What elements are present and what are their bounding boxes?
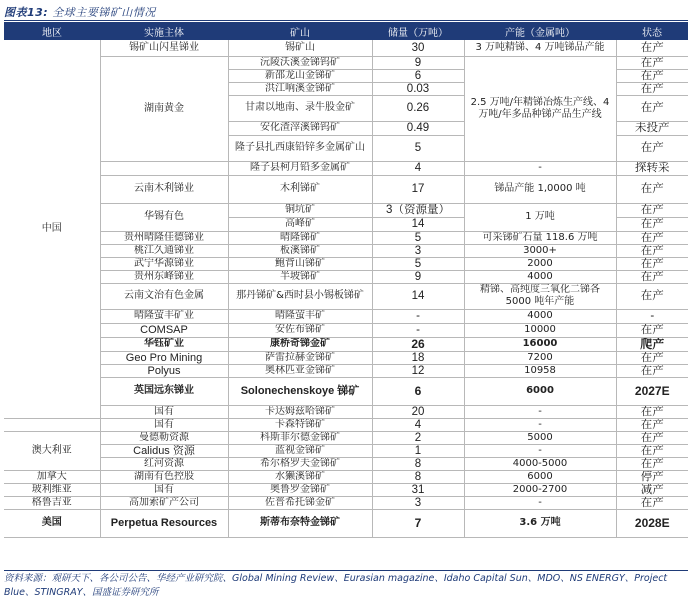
cell-region: 格鲁吉亚 — [4, 496, 100, 509]
cell-capacity: 3 万吨精锑、4 万吨锑品产能 — [464, 40, 616, 56]
cell-mine: 半坡锑矿 — [228, 270, 372, 283]
cell-operator: 云南文治有色金属 — [100, 283, 228, 309]
cell-capacity: - — [464, 444, 616, 457]
cell-reserves: 2 — [372, 431, 464, 444]
cell-status: 在产 — [616, 496, 688, 509]
cell-operator: 国有 — [100, 483, 228, 496]
table-row — [4, 309, 688, 323]
cell-reserves: 6 — [372, 69, 464, 82]
antimony-mines-table — [4, 22, 688, 538]
table-row — [4, 56, 688, 69]
cell-status: 在产 — [616, 270, 688, 283]
cell-operator: 国有 — [100, 405, 228, 418]
cell-operator: 锡矿山闪星锑业 — [100, 40, 228, 56]
cell-mine: 奥林匹亚金锑矿 — [228, 364, 372, 377]
cell-capacity: - — [464, 418, 616, 431]
cell-capacity: 5000 — [464, 431, 616, 444]
cell-reserves: - — [372, 323, 464, 337]
cell-reserves: 3 — [372, 496, 464, 509]
cell-status: 在产 — [616, 444, 688, 457]
cell-status: 在产 — [616, 135, 688, 161]
cell-mine: 卡达姆兹哈锑矿 — [228, 405, 372, 418]
cell-mine: 水獭溪锑矿 — [228, 470, 372, 483]
cell-mine: 卡森特锑矿 — [228, 418, 372, 431]
cell-operator: 高加索矿产公司 — [100, 496, 228, 509]
table-row — [4, 283, 688, 309]
cell-mine: 安佐布锑矿 — [228, 323, 372, 337]
cell-operator: 曼德勒资源 — [100, 431, 228, 444]
source-note: 资料来源：观研天下、各公司公告、华经产业研究院、Global Mining Review、Eurasian magazine、Idaho Capital Sun、MDO、NS ENERGY、Project Blue、STINGRAY、国盛证券研究所 — [4, 573, 668, 598]
cell-mine: 板溪锑矿 — [228, 244, 372, 257]
cell-capacity: 1 万吨 — [464, 203, 616, 231]
cell-reserves: 8 — [372, 470, 464, 483]
cell-mine: 锡矿山 — [228, 40, 372, 56]
cell-region: 加拿大 — [4, 470, 100, 483]
cell-capacity: 精锑、高纯度三氧化二锑各 5000 吨年产能 — [464, 283, 616, 309]
cell-reserves: 12 — [372, 364, 464, 377]
header-operator: 实施主体 — [100, 22, 228, 40]
table-row — [4, 431, 688, 444]
table-row — [4, 257, 688, 270]
cell-operator: 华锡有色 — [100, 203, 228, 231]
cell-capacity: 4000-5000 — [464, 457, 616, 470]
cell-status: 2027E — [616, 377, 688, 405]
cell-status: 在产 — [616, 457, 688, 470]
cell-region — [4, 418, 100, 431]
header-reserves: 储量（万吨） — [372, 22, 464, 40]
table-row — [4, 270, 688, 283]
cell-mine: 萨雷拉赫金锑矿 — [228, 351, 372, 364]
cell-region: 澳大利亚 — [4, 431, 100, 470]
cell-reserves: 7 — [372, 509, 464, 537]
cell-reserves: 26 — [372, 337, 464, 351]
cell-capacity: 10958 — [464, 364, 616, 377]
cell-reserves: 4 — [372, 418, 464, 431]
cell-status: 在产 — [616, 217, 688, 231]
cell-operator: Perpetua Resources — [100, 509, 228, 537]
cell-reserves: 6 — [372, 377, 464, 405]
cell-status: 2028E — [616, 509, 688, 537]
cell-mine: 奥鲁罗金锑矿 — [228, 483, 372, 496]
cell-reserves: 18 — [372, 351, 464, 364]
cell-operator: 贵州晴隆佳德锑业 — [100, 231, 228, 244]
cell-reserves: 9 — [372, 56, 464, 69]
table-row — [4, 483, 688, 496]
cell-mine: 鲍背山锑矿 — [228, 257, 372, 270]
header-region: 地区 — [4, 22, 100, 40]
cell-mine: 安化渣滓溪锑钨矿 — [228, 121, 372, 135]
cell-status: 在产 — [616, 405, 688, 418]
cell-mine: 铜坑矿 — [228, 203, 372, 217]
table-row — [4, 405, 688, 418]
top-rule — [4, 20, 688, 21]
cell-capacity: 16000 — [464, 337, 616, 351]
cell-capacity: 3000+ — [464, 244, 616, 257]
cell-status: 在产 — [616, 351, 688, 364]
table-row — [4, 457, 688, 470]
cell-status: 在产 — [616, 40, 688, 56]
header-mine: 矿山 — [228, 22, 372, 40]
cell-status: - — [616, 309, 688, 323]
cell-operator: 红河资源 — [100, 457, 228, 470]
cell-reserves: 8 — [372, 457, 464, 470]
table-body — [4, 40, 688, 537]
cell-status: 在产 — [616, 82, 688, 95]
cell-mine: Solonechenskoye 锑矿 — [228, 377, 372, 405]
cell-capacity: 3.6 万吨 — [464, 509, 616, 537]
cell-status: 停产 — [616, 470, 688, 483]
cell-status: 减产 — [616, 483, 688, 496]
table-row — [4, 231, 688, 244]
table-row — [4, 444, 688, 457]
cell-capacity: - — [464, 496, 616, 509]
cell-reserves: 5 — [372, 135, 464, 161]
cell-operator: 华钰矿业 — [100, 337, 228, 351]
cell-mine: 高峰矿 — [228, 217, 372, 231]
cell-status: 在产 — [616, 364, 688, 377]
cell-operator: COMSAP — [100, 323, 228, 337]
cell-status: 未投产 — [616, 121, 688, 135]
cell-operator: 英国远东锑业 — [100, 377, 228, 405]
cell-status: 在产 — [616, 257, 688, 270]
cell-reserves: 4 — [372, 161, 464, 175]
cell-operator: 晴隆萤丰矿业 — [100, 309, 228, 323]
cell-capacity: 10000 — [464, 323, 616, 337]
cell-mine: 科斯菲尔德金锑矿 — [228, 431, 372, 444]
cell-capacity: - — [464, 405, 616, 418]
cell-status: 在产 — [616, 69, 688, 82]
cell-reserves: 30 — [372, 40, 464, 56]
cell-mine: 那丹锑矿&西时县小锡板锑矿 — [228, 283, 372, 309]
cell-reserves: 3（资源量） — [372, 203, 464, 217]
bottom-rule — [4, 570, 688, 571]
figure-title — [4, 4, 156, 20]
cell-status: 在产 — [616, 431, 688, 444]
cell-reserves: 5 — [372, 257, 464, 270]
table-row — [4, 509, 688, 537]
cell-reserves: 1 — [372, 444, 464, 457]
cell-region: 中国 — [4, 40, 100, 418]
table-row — [4, 175, 688, 203]
cell-reserves: 3 — [372, 244, 464, 257]
cell-operator: Polyus — [100, 364, 228, 377]
cell-reserves: 0.49 — [372, 121, 464, 135]
cell-mine: 洪江响溪金锑矿 — [228, 82, 372, 95]
cell-capacity: 锑品产能 1,0000 吨 — [464, 175, 616, 203]
cell-status: 在产 — [616, 283, 688, 309]
cell-mine: 沅陵沃溪金锑钨矿 — [228, 56, 372, 69]
cell-status: 在产 — [616, 418, 688, 431]
table-row — [4, 470, 688, 483]
table-row — [4, 40, 688, 56]
cell-operator: Calidus 资源 — [100, 444, 228, 457]
table-row — [4, 244, 688, 257]
cell-reserves: 5 — [372, 231, 464, 244]
cell-status: 在产 — [616, 244, 688, 257]
cell-reserves: 17 — [372, 175, 464, 203]
cell-reserves: 31 — [372, 483, 464, 496]
table-row — [4, 203, 688, 217]
cell-reserves: 0.26 — [372, 95, 464, 121]
figure-title-text: 全球主要锑矿山情况 — [52, 6, 156, 19]
table-row — [4, 161, 688, 175]
cell-operator: 云南木利锑业 — [100, 175, 228, 203]
cell-status: 在产 — [616, 231, 688, 244]
cell-operator: 武宁华源锑业 — [100, 257, 228, 270]
cell-mine: 隆子县柯月铅多金属矿 — [228, 161, 372, 175]
cell-reserves: 0.03 — [372, 82, 464, 95]
table-row — [4, 377, 688, 405]
cell-mine: 康桥奇锑金矿 — [228, 337, 372, 351]
cell-status: 在产 — [616, 323, 688, 337]
cell-capacity: 4000 — [464, 270, 616, 283]
cell-mine: 斯蒂布奈特金锑矿 — [228, 509, 372, 537]
table-row — [4, 418, 688, 431]
cell-mine: 晴隆萤丰矿 — [228, 309, 372, 323]
cell-reserves: - — [372, 309, 464, 323]
table-header-row — [4, 22, 688, 40]
cell-capacity: 4000 — [464, 309, 616, 323]
header-status: 状态 — [616, 22, 688, 40]
cell-mine: 甘肃以地南、录牛股金矿 — [228, 95, 372, 121]
cell-capacity: 6000 — [464, 377, 616, 405]
cell-operator: 贵州东峰锑业 — [100, 270, 228, 283]
cell-capacity: - — [464, 161, 616, 175]
cell-capacity: 2.5 万吨/年精锑冶炼生产线、4 万吨/年多品种锑产品生产线 — [464, 56, 616, 161]
cell-status: 在产 — [616, 95, 688, 121]
table-row — [4, 364, 688, 377]
cell-operator: 湖南黄金 — [100, 56, 228, 161]
table-row — [4, 337, 688, 351]
header-capacity: 产能（金属吨） — [464, 22, 616, 40]
cell-reserves: 9 — [372, 270, 464, 283]
cell-reserves: 14 — [372, 217, 464, 231]
cell-mine: 木利锑矿 — [228, 175, 372, 203]
figure-label: 图表13: — [4, 6, 49, 19]
cell-mine: 隆子县扎西康铅锌多金属矿山 — [228, 135, 372, 161]
cell-capacity: 6000 — [464, 470, 616, 483]
cell-region: 美国 — [4, 509, 100, 537]
cell-mine: 蓝视金锑矿 — [228, 444, 372, 457]
cell-operator: 湖南有色控股 — [100, 470, 228, 483]
cell-region: 玻利维亚 — [4, 483, 100, 496]
cell-reserves: 14 — [372, 283, 464, 309]
table-row — [4, 496, 688, 509]
cell-status: 探转采 — [616, 161, 688, 175]
table-row — [4, 351, 688, 364]
cell-mine: 佐普希托锑金矿 — [228, 496, 372, 509]
cell-operator: 桃江久通锑业 — [100, 244, 228, 257]
cell-status: 在产 — [616, 56, 688, 69]
cell-capacity: 2000 — [464, 257, 616, 270]
cell-status: 在产 — [616, 175, 688, 203]
cell-status: 在产 — [616, 203, 688, 217]
table-row — [4, 323, 688, 337]
cell-mine: 新邵龙山金锑矿 — [228, 69, 372, 82]
cell-capacity: 2000-2700 — [464, 483, 616, 496]
cell-operator: Geo Pro Mining — [100, 351, 228, 364]
cell-operator — [100, 161, 228, 175]
cell-mine: 希尔格罗夫金锑矿 — [228, 457, 372, 470]
cell-mine: 晴隆锑矿 — [228, 231, 372, 244]
cell-reserves: 20 — [372, 405, 464, 418]
cell-capacity: 可采锑矿石量 118.6 万吨 — [464, 231, 616, 244]
cell-capacity: 7200 — [464, 351, 616, 364]
cell-operator: 国有 — [100, 418, 228, 431]
cell-status: 爬产 — [616, 337, 688, 351]
